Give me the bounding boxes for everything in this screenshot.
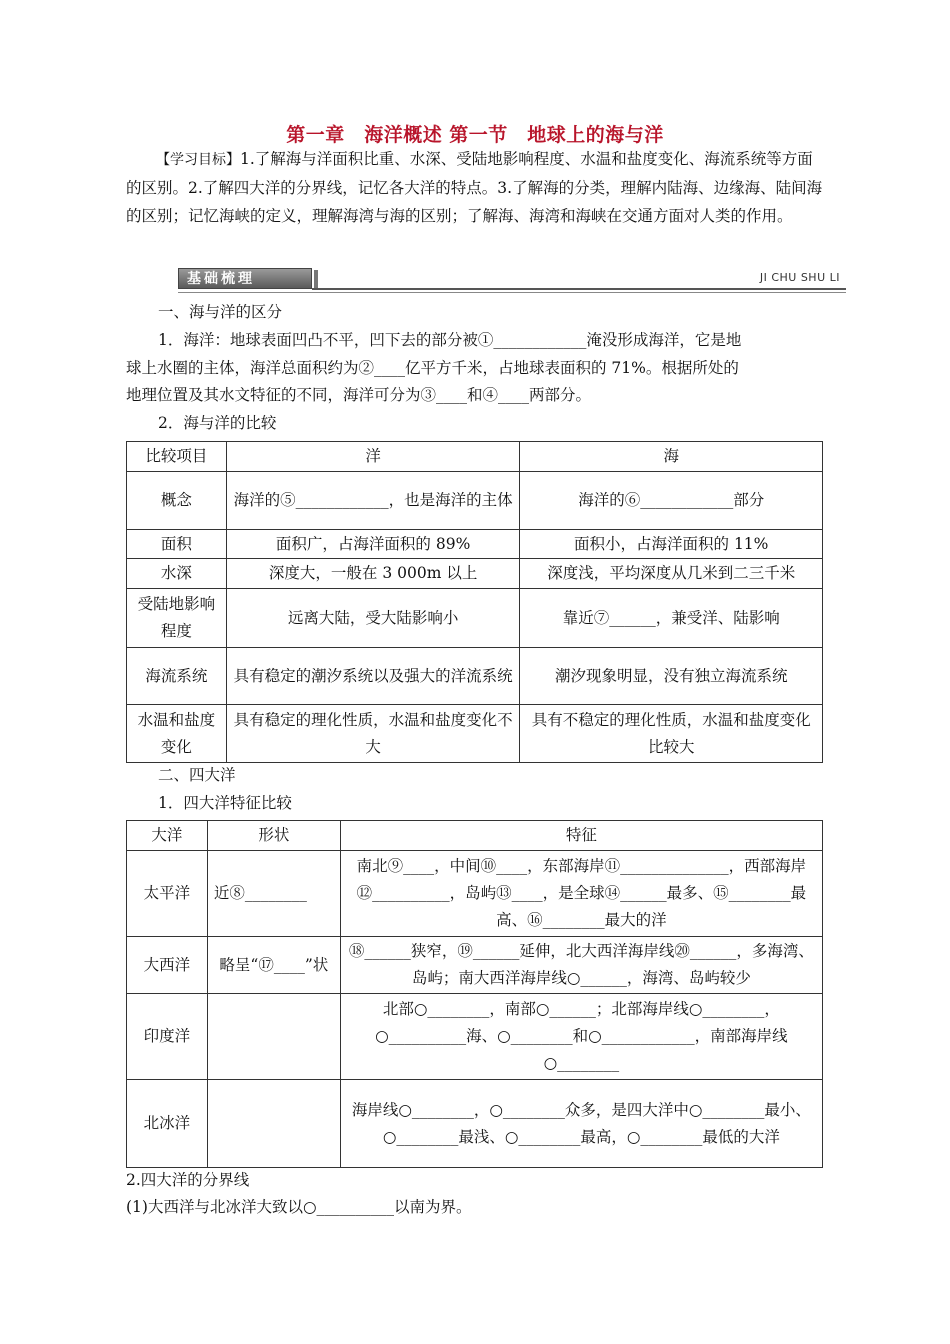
table-row — [127, 705, 823, 763]
table-row — [127, 851, 823, 937]
table-cell: 水深 — [127, 559, 227, 589]
banner-rule — [312, 288, 846, 290]
section3-heading: 2.四大洋的分界线 — [126, 1171, 250, 1189]
table-header-cell: 形状 — [207, 821, 340, 851]
four-oceans-table — [126, 820, 823, 1168]
table-row — [127, 648, 823, 705]
table-header-cell: 特征 — [340, 821, 822, 851]
table-row — [127, 530, 823, 559]
table-cell: 略呈“⑰____”状 — [207, 937, 340, 994]
section-banner — [178, 268, 846, 294]
table-header-row — [127, 442, 823, 472]
banner-label: 基础梳理 — [178, 268, 312, 289]
table-cell: 受陆地影响程度 — [127, 589, 227, 648]
page-title: 第一章 海洋概述 第一节 地球上的海与洋 — [286, 124, 664, 146]
table-cell: 南北⑨____，中间⑩____，东部海岸⑪______________，西部海岸⑫__________，岛屿⑬____，是全球⑭______最多、⑮________最高、⑯________最大的洋 — [340, 851, 822, 937]
table-cell: 海洋的⑥____________部分 — [520, 472, 823, 530]
table-cell: 概念 — [127, 472, 227, 530]
banner-divider — [314, 270, 318, 288]
section2-p1: 1．四大洋特征比较 — [158, 794, 292, 812]
banner-english: JI CHU SHU LI — [759, 271, 840, 284]
section1-p2: 2．海与洋的比较 — [158, 414, 277, 432]
section1-p1-line2: 球上水圈的主体，海洋总面积约为②____亿平方千米，占地球表面积的 71%。根据所处的 — [126, 359, 739, 377]
table-cell: 水温和盐度变化 — [127, 705, 227, 763]
table-cell: 北部○________，南部○______；北部海岸线○________，○__________海、○________和○____________，南部海岸线○________ — [340, 994, 822, 1080]
banner-rule-thin — [178, 292, 846, 293]
table-cell: 深度浅，平均深度从几米到二三千米 — [520, 559, 823, 589]
section1-p1-line3: 地理位置及其水文特征的不同，海洋可分为③____和④____两部分。 — [126, 386, 592, 404]
table-row — [127, 589, 823, 648]
learning-goals-label: 【学习目标】 — [156, 152, 240, 168]
table-cell: 太平洋 — [127, 851, 208, 937]
table-row — [127, 472, 823, 530]
table-row — [127, 559, 823, 589]
table-header-cell: 大洋 — [127, 821, 208, 851]
table-cell — [207, 1080, 340, 1168]
learning-goals-text: 1.了解海与洋面积比重、水深、受陆地影响程度、水温和盐度变化、海流系统等方面的区别。2.了解四大洋的分界线，记忆各大洋的特点。3.了解海的分类，理解内陆海、边缘海、陆间海的区别；记忆海峡的定义，理解海湾与海的区别；了解海、海湾和海峡在交通方面对人类的作用。 — [126, 150, 823, 225]
section2-heading: 二、四大洋 — [158, 766, 236, 784]
table-row — [127, 994, 823, 1080]
table-cell: 远离大陆，受大陆影响小 — [226, 589, 520, 648]
table-cell: 具有稳定的潮汐系统以及强大的洋流系统 — [226, 648, 520, 705]
table-cell: 海洋的⑤____________，也是海洋的主体 — [226, 472, 520, 530]
table-cell: 海流系统 — [127, 648, 227, 705]
table-cell: 海岸线○________，○________众多，是四大洋中○________最小、○________最浅、○________最高，○________最低的大洋 — [340, 1080, 822, 1168]
table-cell: 近⑧________ — [207, 851, 340, 937]
table-row — [127, 1080, 823, 1168]
table-cell: 潮汐现象明显，没有独立海流系统 — [520, 648, 823, 705]
table-row — [127, 937, 823, 994]
table-cell: 面积 — [127, 530, 227, 559]
table-cell: 印度洋 — [127, 994, 208, 1080]
table-cell — [207, 994, 340, 1080]
table-cell: 深度大，一般在 3 000m 以上 — [226, 559, 520, 589]
table-cell: 面积广，占海洋面积的 89% — [226, 530, 520, 559]
table-header-cell: 比较项目 — [127, 442, 227, 472]
section3-p1: (1)大西洋与北冰洋大致以○__________以南为界。 — [126, 1198, 472, 1216]
table-cell: 具有稳定的理化性质，水温和盐度变化不大 — [226, 705, 520, 763]
section1-heading: 一、海与洋的区分 — [158, 303, 283, 321]
table-header-cell: 洋 — [226, 442, 520, 472]
table-cell: 北冰洋 — [127, 1080, 208, 1168]
table-header-row — [127, 821, 823, 851]
table-cell: 具有不稳定的理化性质，水温和盐度变化比较大 — [520, 705, 823, 763]
table-cell: 靠近⑦______，兼受洋、陆影响 — [520, 589, 823, 648]
table-cell: ⑱______狭窄，⑲______延伸，北大西洋海岸线⑳______，多海湾、岛屿；南大西洋海岸线○______，海湾、岛屿较少 — [340, 937, 822, 994]
table-cell: 大西洋 — [127, 937, 208, 994]
learning-goals — [126, 145, 826, 230]
sea-ocean-comparison-table — [126, 441, 823, 763]
table-cell: 面积小，占海洋面积的 11% — [520, 530, 823, 559]
table-header-cell: 海 — [520, 442, 823, 472]
section1-p1-line1: 1．海洋：地球表面凹凸不平，凹下去的部分被①____________淹没形成海洋，它是地 — [158, 331, 742, 349]
